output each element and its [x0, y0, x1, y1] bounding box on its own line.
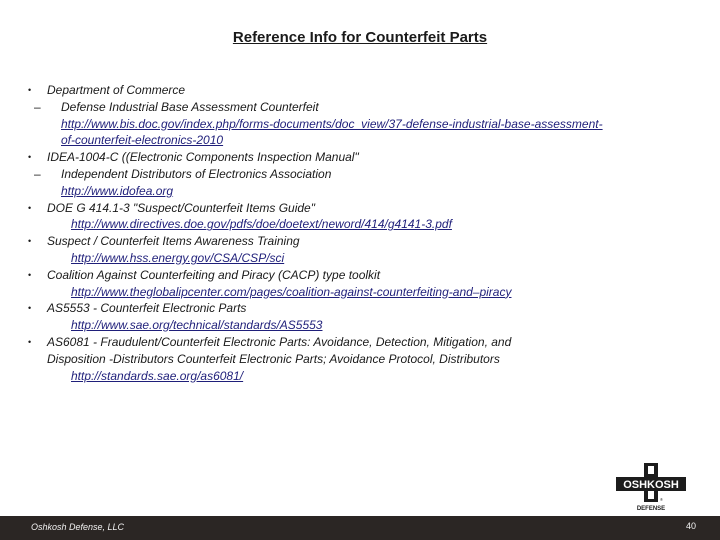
reference-link[interactable]: http://www.bis.doc.gov/index.php/forms-documents/doc_view/37-defense-industrial-base-assessment-: [61, 116, 603, 131]
item-text: Department of Commerce: [47, 83, 186, 97]
list-item: [28, 233, 698, 267]
sub-item: [34, 99, 698, 149]
item-text: AS5553 - Counterfeit Electronic Parts: [47, 301, 247, 316]
bullet-icon: •: [28, 336, 32, 347]
list-item: [28, 149, 698, 199]
page-title: Reference Info for Counterfeit Parts: [232, 29, 488, 46]
list-item: [28, 200, 698, 234]
dash-icon: –: [34, 166, 41, 181]
reference-link[interactable]: http://www.directives.doe.gov/pdfs/doe/doetext/neword/414/g4141-3.pdf: [71, 217, 452, 232]
reference-list: [28, 82, 698, 384]
page-number: 40: [685, 521, 696, 531]
list-item: [28, 334, 698, 384]
sub-item-text: Independent Distributors of Electronics Association: [61, 166, 332, 181]
item-text: AS6081 - Fraudulent/Counterfeit Electronic Parts: Avoidance, Detection, Mitigation, and: [47, 334, 512, 349]
item-text: IDEA-1004-C ((Electronic Components Inspection Manual": [47, 150, 359, 165]
logo-registered-mark: ®: [660, 497, 663, 502]
sub-item-text: Defense Industrial Base Assessment Counterfeit: [61, 99, 319, 114]
reference-link[interactable]: http://www.hss.energy.gov/CSA/CSP/sci: [71, 250, 285, 265]
list-item: [28, 300, 698, 334]
reference-link[interactable]: http://www.idofea.org: [61, 183, 174, 198]
footer-company: Oshkosh Defense, LLC: [31, 522, 125, 532]
item-text: Coalition Against Counterfeiting and Piracy (CACP) type toolkit: [47, 267, 381, 282]
bullet-icon: •: [28, 152, 32, 163]
logo-subword: DEFENSE: [636, 506, 666, 512]
list-item: [28, 82, 698, 149]
bullet-icon: •: [28, 85, 32, 95]
logo-top-block-inner: [648, 466, 654, 474]
reference-link[interactable]: http://www.theglobalipcenter.com/pages/coalition-against-counterfeiting-and–piracy: [71, 284, 512, 299]
reference-link-continued[interactable]: of-counterfeit-electronics-2010: [61, 133, 224, 148]
bullet-icon: •: [28, 269, 32, 280]
logo-bottom-block-inner: [648, 491, 654, 499]
sub-item: [34, 166, 698, 200]
bullet-icon: •: [28, 202, 32, 213]
list-item: [28, 267, 698, 301]
reference-link[interactable]: http://standards.sae.org/as6081/: [71, 368, 244, 383]
logo-word: OSHKOSH: [623, 479, 679, 491]
item-text-continued: Disposition -Distributors Counterfeit Electronic Parts; Avoidance Protocol, Distributors: [47, 351, 500, 366]
reference-link[interactable]: http://www.sae.org/technical/standards/AS5553: [71, 318, 323, 333]
dash-icon: –: [34, 99, 41, 114]
footer-bar: [0, 516, 720, 540]
oshkosh-defense-logo: [612, 462, 690, 512]
item-text: DOE G 414.1-3 "Suspect/Counterfeit Items Guide": [47, 200, 315, 215]
bullet-icon: •: [28, 236, 32, 247]
item-text: Suspect / Counterfeit Items Awareness Training: [47, 234, 300, 249]
bullet-icon: •: [28, 303, 32, 314]
